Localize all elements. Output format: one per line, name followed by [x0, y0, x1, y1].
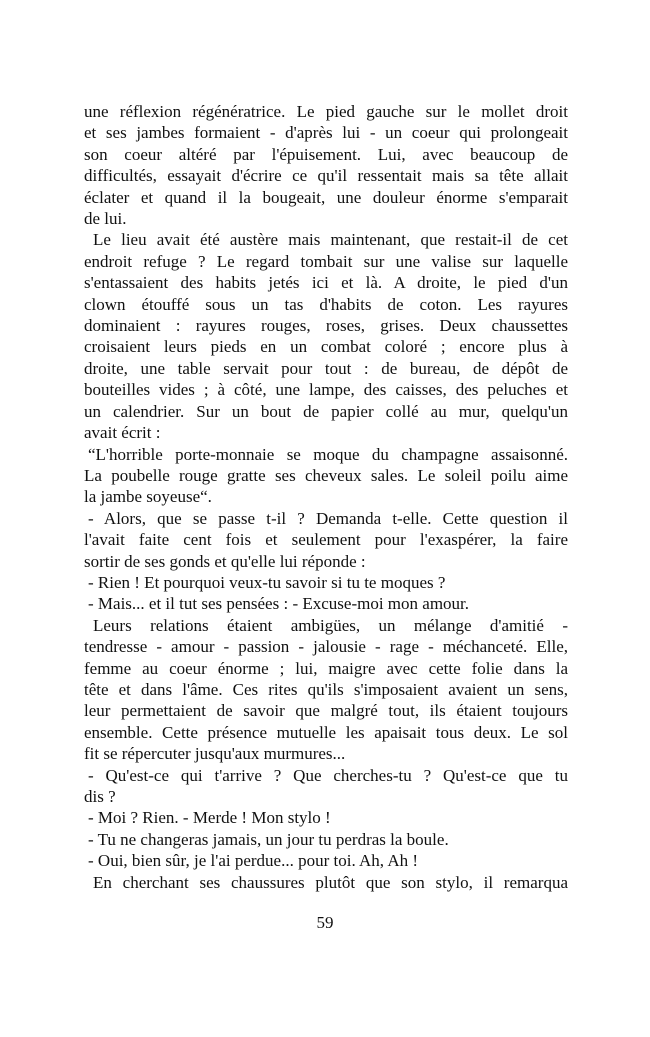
text-line: - Qu'est-ce qui t'arrive ? Que cherches-tu ? Qu'est-ce que tu — [88, 765, 568, 785]
text-line: une réflexion régénératrice. Le pied gauche sur le mollet droit — [84, 102, 568, 121]
text-line: un calendrier. Sur un bout de papier collé au mur, quelqu'un — [84, 401, 568, 421]
text-line: croisaient leurs pieds en un combat coloré ; encore plus à — [84, 337, 568, 357]
text-line: - Rien ! Et pourquoi veux-tu savoir si tu te moques ? — [88, 572, 446, 592]
text-line: la jambe soyeuse“. — [84, 487, 212, 507]
text-line: difficultés, essayait d'écrire ce qu'il ressentait mais sa tête allait — [84, 166, 568, 186]
text-line: leur permettaient de savoir que malgré tout, ils étaient toujours — [84, 701, 568, 721]
page-number: 59 — [316, 913, 334, 932]
text-line: de lui. — [84, 209, 127, 229]
text-line: Leurs relations étaient ambigües, un mélange d'amitié - — [93, 615, 568, 635]
text-line: La poubelle rouge gratte ses cheveux sales. Le soleil poilu aime — [84, 465, 568, 485]
text-line: “L'horrible porte-monnaie se moque du champagne assaisonné. — [88, 444, 568, 464]
text-line: - Mais... et il tut ses pensées : - Excuse-moi mon amour. — [88, 594, 470, 614]
text-line: - Alors, que se passe t-il ? Demanda t-elle. Cette question il — [88, 508, 568, 528]
text-line: tête et dans l'âme. Ces rites qu'ils s'imposaient avaient un sens, — [84, 679, 568, 699]
text-line: - Tu ne changeras jamais, un jour tu perdras la boule. — [88, 829, 449, 849]
text-line: s'entassaient des habits jetés ici et là. A droite, le pied d'un — [84, 273, 568, 293]
text-line: femme au coeur énorme ; lui, maigre avec cette folie dans la — [84, 658, 568, 678]
text-line: tendresse - amour - passion - jalousie - rage - méchanceté. Elle, — [84, 637, 568, 657]
text-line: son coeur altéré par l'épuisement. Lui, avec beaucoup de — [84, 144, 568, 164]
text-line: bouteilles vides ; à côté, une lampe, des caisses, des peluches et — [84, 380, 568, 400]
text-line: et ses jambes formaient - d'après lui - un coeur qui prolongeait — [84, 123, 568, 143]
text-line: éclater et quand il la bougeait, une douleur énorme s'emparait — [84, 187, 568, 207]
page-body-text — [84, 101, 568, 893]
text-line: - Moi ? Rien. - Merde ! Mon stylo ! — [88, 808, 331, 828]
text-line: sortir de ses gonds et qu'elle lui réponde : — [84, 551, 366, 571]
text-line: ensemble. Cette présence mutuelle les apaisait tous deux. Le sol — [84, 722, 568, 742]
text-line: clown étouffé sous un tas d'habits de coton. Les rayures — [84, 294, 568, 314]
text-line: Le lieu avait été austère mais maintenant, que restait-il de cet — [93, 230, 568, 250]
text-line: l'avait faite cent fois et seulement pour l'exaspérer, la faire — [84, 530, 568, 550]
text-line: En cherchant ses chaussures plutôt que son stylo, il remarqua — [93, 872, 568, 892]
text-line: dis ? — [84, 787, 116, 806]
text-line: dominaient : rayures rouges, roses, grises. Deux chaussettes — [84, 316, 568, 336]
text-line: endroit refuge ? Le regard tombait sur une valise sur laquelle — [84, 251, 568, 271]
text-line: - Oui, bien sûr, je l'ai perdue... pour toi. Ah, Ah ! — [88, 851, 419, 871]
text-line: fit se répercuter jusqu'aux murmures... — [84, 744, 346, 764]
text-line: avait écrit : — [84, 423, 161, 443]
text-line: droite, une table servait pour tout : de bureau, de dépôt de — [84, 358, 568, 378]
